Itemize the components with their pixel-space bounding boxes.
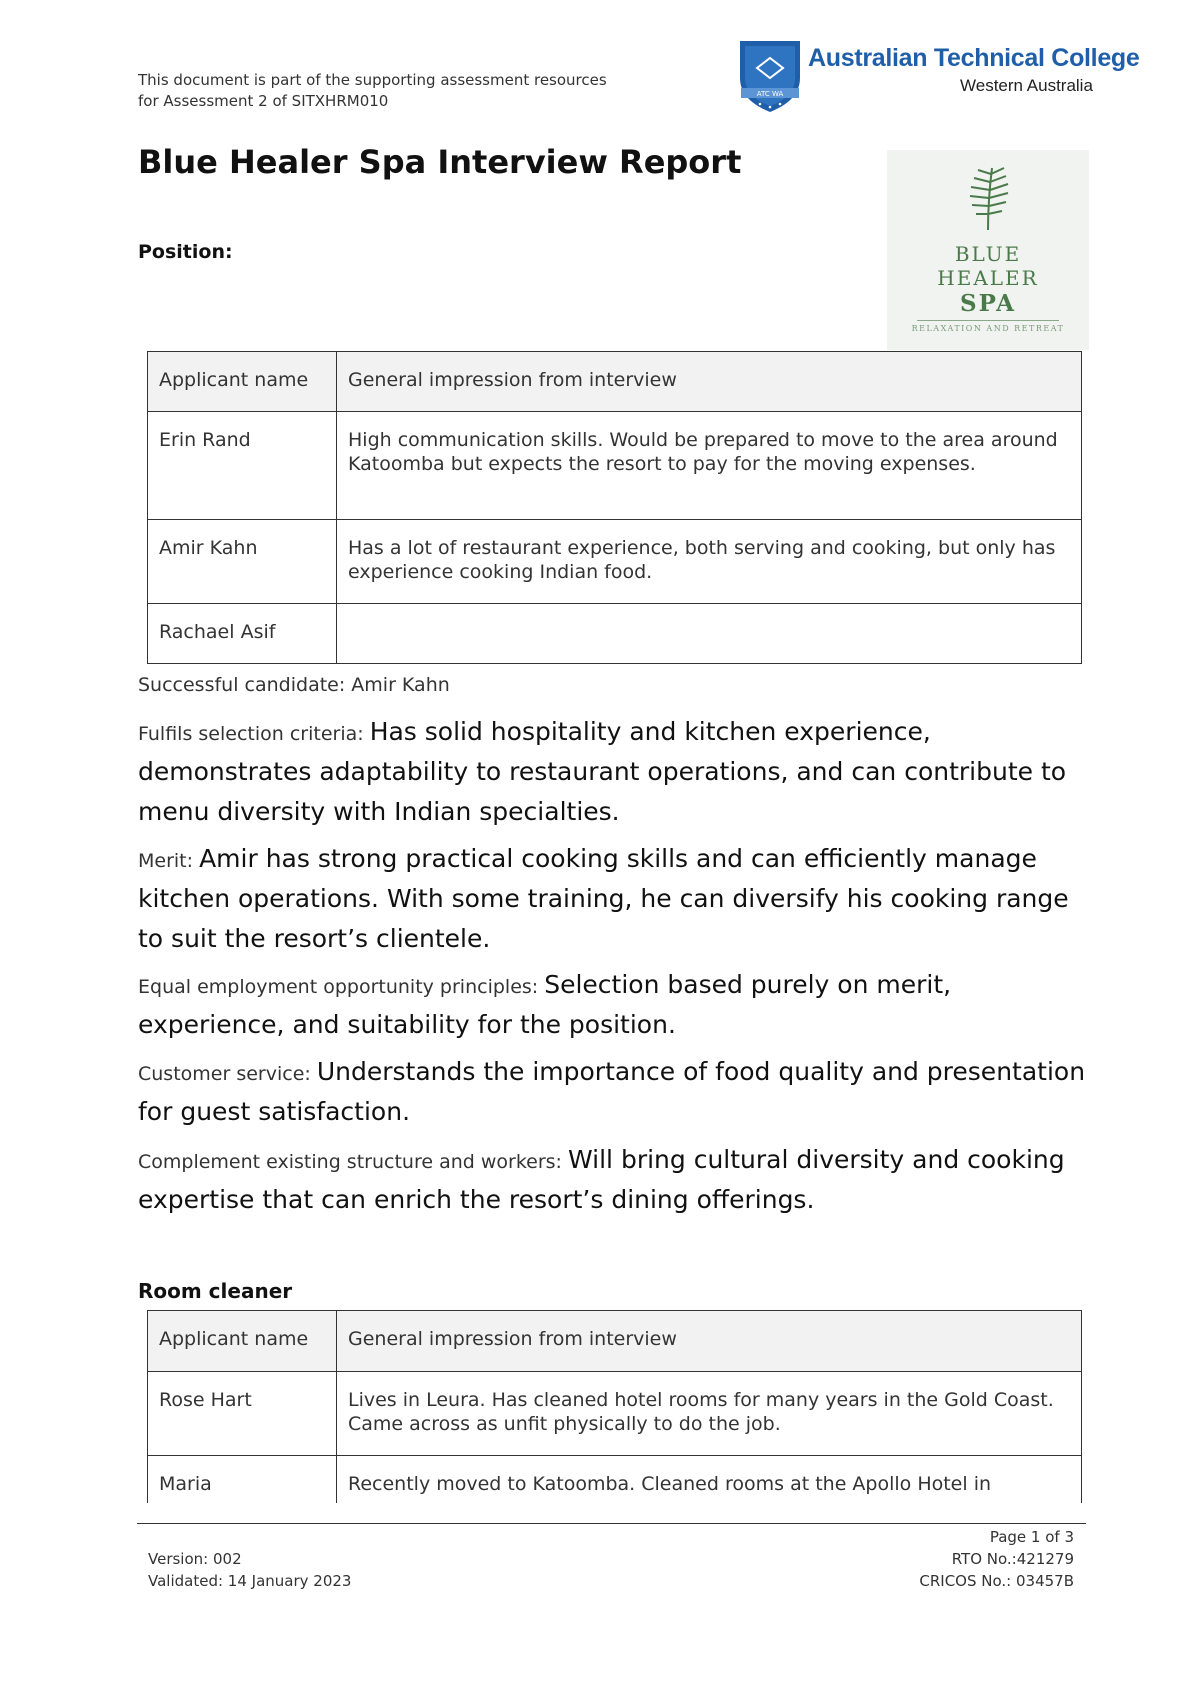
page-title: Blue Healer Spa Interview Report — [138, 143, 742, 181]
spa-logo — [887, 150, 1089, 350]
footer-rto: RTO No.:421279 — [951, 1550, 1074, 1568]
footer-page-number: Page 1 of 3 — [989, 1528, 1074, 1546]
table-row — [148, 1372, 1082, 1456]
criteria-answer: Will bring cultural diversity and cooking expertise that can enrich the resort’s dining offerings. — [138, 1145, 1065, 1214]
table-row — [148, 1456, 1082, 1504]
header-cell-impression: General impression from interview — [337, 1311, 1082, 1372]
spa-logo-rule — [917, 320, 1059, 321]
applicant-name: Maria — [148, 1456, 337, 1504]
header-note-line1: This document is part of the supporting assessment resources — [138, 71, 607, 89]
criteria-label: Customer service: — [138, 1063, 317, 1085]
spa-logo-tagline: RELAXATION AND RETREAT — [911, 324, 1065, 333]
table-row — [148, 604, 1082, 664]
applicant-impression: Lives in Leura. Has cleaned hotel rooms for many years in the Gold Coast. Came across as unfit physically to do the job. — [337, 1372, 1082, 1456]
criteria-answer: Understands the importance of food quality and presentation for guest satisfaction. — [138, 1057, 1086, 1126]
shield-icon — [735, 38, 805, 114]
footer-cricos: CRICOS No.: 03457B — [919, 1572, 1074, 1590]
table-header-row — [148, 1311, 1082, 1372]
criteria-eeo — [138, 966, 1088, 1046]
criteria-answer: Selection based purely on merit, experience, and suitability for the position. — [138, 970, 952, 1039]
criteria-fulfils — [138, 713, 1088, 833]
table-header-row — [148, 352, 1082, 412]
applicant-impression: Has a lot of restaurant experience, both serving and cooking, but only has experience cooking Indian food. — [337, 520, 1082, 604]
criteria-label: Complement existing structure and workers: — [138, 1151, 568, 1173]
criteria-complement — [138, 1141, 1088, 1221]
applicant-impression: Recently moved to Katoomba. Cleaned rooms at the Apollo Hotel in — [337, 1456, 1082, 1504]
criteria-customer-service — [138, 1053, 1088, 1133]
successful-candidate: Successful candidate: Amir Kahn — [138, 674, 450, 696]
spa-logo-line3: SPA — [959, 290, 1017, 317]
criteria-answer: Has solid hospitality and kitchen experience, demonstrates adaptability to restaurant operations, and can contribute to menu diversity with Indian specialties. — [138, 717, 1067, 826]
criteria-label: Merit: — [138, 850, 200, 872]
position-label: Position: — [138, 241, 233, 263]
criteria-label: Fulfils selection criteria: — [138, 723, 370, 745]
spa-logo-line1: BLUE — [954, 242, 1022, 266]
header-cell-impression: General impression from interview — [337, 352, 1082, 412]
criteria-answer: Amir has strong practical cooking skills and can efficiently manage kitchen operations. With some training, he can diversify his cooking range to suit the resort’s clientele. — [138, 844, 1069, 953]
table-row — [148, 520, 1082, 604]
footer-right — [919, 1526, 1074, 1592]
applicant-name: Erin Rand — [148, 412, 337, 520]
applicant-name: Rachael Asif — [148, 604, 337, 664]
header-cell-applicant: Applicant name — [148, 1311, 337, 1372]
palm-leaf-icon — [958, 162, 1018, 232]
header-note-line2: for Assessment 2 of SITXHRM010 — [138, 92, 389, 110]
footer-version: Version: 002 — [148, 1550, 242, 1568]
footer-divider — [137, 1523, 1086, 1524]
applicant-impression — [337, 604, 1082, 664]
table-row — [148, 412, 1082, 520]
spa-logo-line2: HEALER — [937, 266, 1039, 290]
applicant-impression: High communication skills. Would be prepared to move to the area around Katoomba but expects the resort to pay for the moving expenses. — [337, 412, 1082, 520]
college-name: Australian Technical College — [808, 44, 1140, 72]
section-heading-room-cleaner: Room cleaner — [138, 1279, 293, 1303]
header-cell-applicant: Applicant name — [148, 352, 337, 412]
footer-left — [148, 1548, 351, 1592]
badge-text: ATC WA — [756, 90, 784, 98]
applicant-name: Rose Hart — [148, 1372, 337, 1456]
college-logo — [735, 38, 1140, 114]
college-subtitle: Western Australia — [960, 76, 1093, 95]
interview-table-2 — [147, 1310, 1082, 1503]
criteria-label: Equal employment opportunity principles: — [138, 976, 545, 998]
interview-table-1 — [147, 351, 1082, 664]
table-2-clip — [147, 1310, 1087, 1503]
header-note — [138, 70, 607, 112]
applicant-name: Amir Kahn — [148, 520, 337, 604]
criteria-merit — [138, 840, 1088, 960]
footer-validated: Validated: 14 January 2023 — [148, 1572, 352, 1590]
